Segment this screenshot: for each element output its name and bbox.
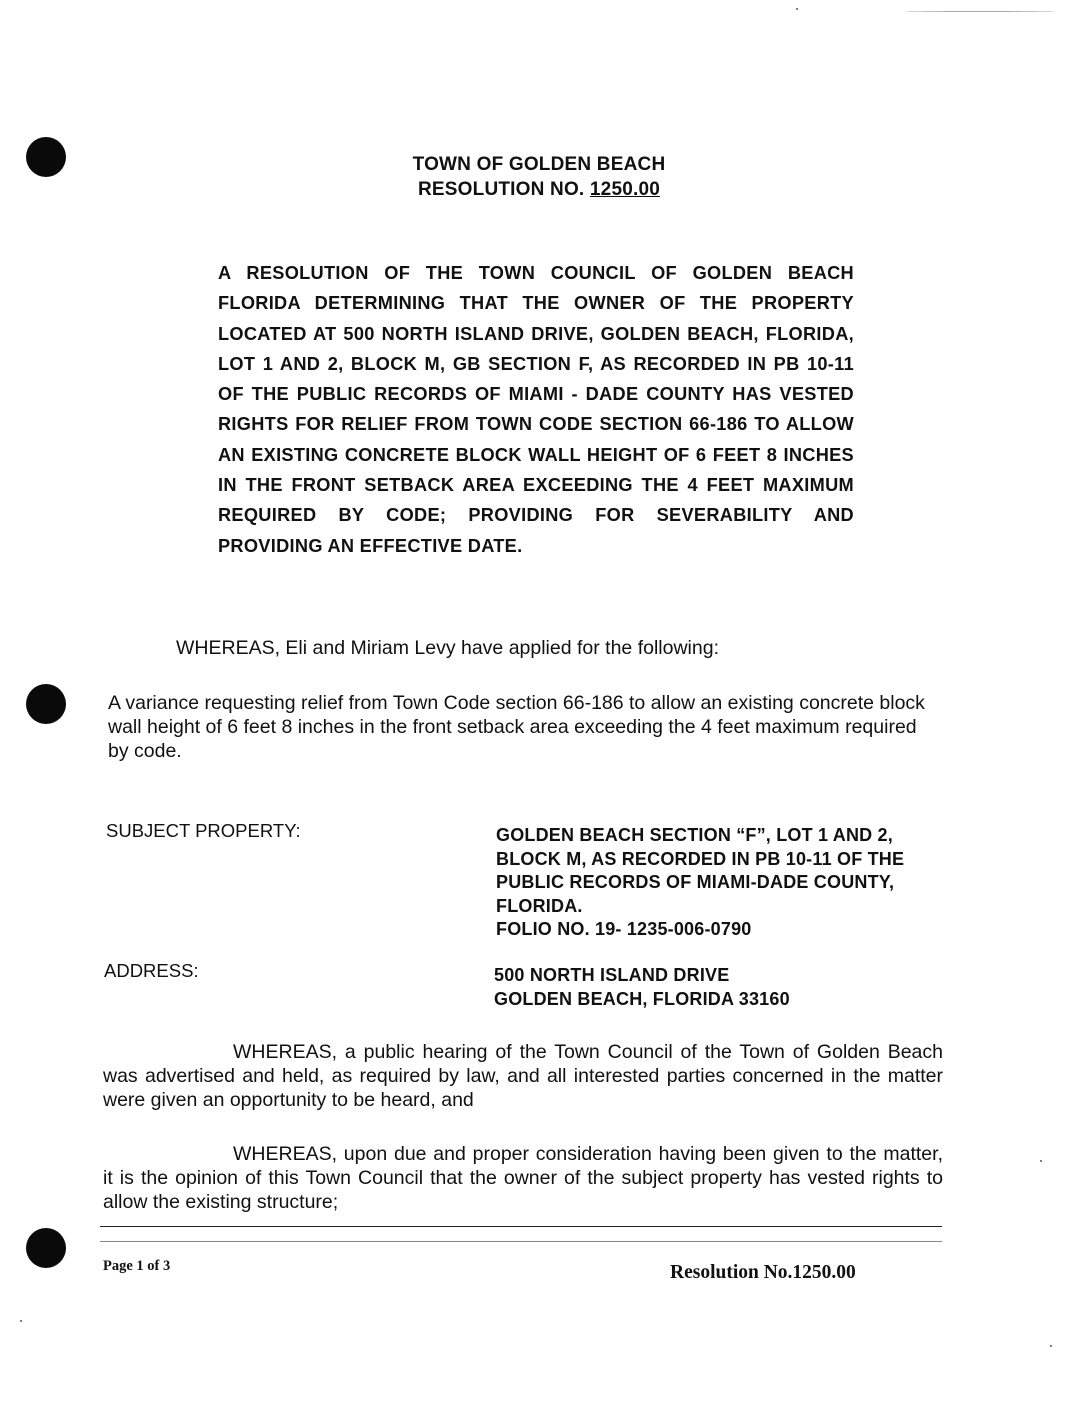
resolution-number: 1250.00 — [589, 179, 660, 200]
folio-number: FOLIO NO. 19- 1235-006-0790 — [496, 919, 752, 939]
scan-speck — [796, 8, 798, 10]
address-line-2: GOLDEN BEACH, FLORIDA 33160 — [494, 988, 790, 1009]
scan-speck — [1040, 1160, 1042, 1162]
address-line-1: 500 NORTH ISLAND DRIVE — [494, 965, 730, 985]
whereas-consideration: WHEREAS, upon due and proper consideration having been given to the matter, it is the opinion of this Town Council that the owner of the subject property has vested rights to allow the existing structure; — [103, 1143, 943, 1213]
whereas-applied: WHEREAS, Eli and Miriam Levy have applied for the following: — [176, 637, 719, 659]
scan-speck — [905, 11, 1055, 12]
footer-divider-thin — [100, 1241, 942, 1242]
resolution-title — [0, 179, 1078, 201]
address-label: ADDRESS: — [104, 960, 199, 981]
town-title — [0, 154, 1078, 176]
footer-divider — [100, 1226, 942, 1227]
punch-hole-middle — [26, 684, 66, 724]
subject-property-value — [496, 824, 948, 942]
resolution-caption: A RESOLUTION OF THE TOWN COUNCIL OF GOLDEN BEACH FLORIDA DETERMINING THAT THE OWNER OF THE PROPERTY LOCATED AT 500 NORTH ISLAND DRIVE, GOLDEN BEACH, FLORIDA, LOT 1 AND 2, BLOCK M, GB SECTION F, AS RECORDED IN PB 10-11 OF THE PUBLIC RECORDS OF MIAMI - DADE COUNTY HAS VESTED RIGHTS FOR RELIEF FROM TOWN CODE SECTION 66-186 TO ALLOW AN EXISTING CONCRETE BLOCK WALL HEIGHT OF 6 FEET 8 INCHES IN THE FRONT SETBACK AREA EXCEEDING THE 4 FEET MAXIMUM REQUIRED BY CODE; PROVIDING FOR SEVERABILITY AND PROVIDING AN EFFECTIVE DATE. — [218, 263, 854, 556]
subject-property-line: BLOCK M, AS RECORDED IN PB 10-11 OF THE — [496, 848, 905, 869]
subject-property-line: FLORIDA. — [496, 895, 583, 916]
resolution-prefix: RESOLUTION NO. — [418, 179, 585, 200]
variance-request: A variance requesting relief from Town Code section 66-186 to allow an existing concrete block wall height of 6 feet 8 inches in the front setback area exceeding the 4 feet maximum required by code. — [108, 692, 925, 762]
scan-speck — [20, 1320, 22, 1322]
punch-hole-bottom — [26, 1228, 66, 1268]
address-value — [494, 964, 946, 1011]
subject-property-label: SUBJECT PROPERTY: — [106, 820, 301, 841]
subject-property-line: GOLDEN BEACH SECTION “F”, LOT 1 AND 2, — [496, 825, 893, 845]
footer-resolution-number: Resolution No.1250.00 — [670, 1262, 856, 1283]
page-number: Page 1 of 3 — [103, 1258, 171, 1274]
town-name: TOWN OF GOLDEN BEACH — [412, 154, 666, 175]
subject-property-line: PUBLIC RECORDS OF MIAMI-DADE COUNTY, — [496, 872, 895, 892]
whereas-hearing: WHEREAS, a public hearing of the Town Council of the Town of Golden Beach was advertised and held, as required by law, and all interested parties concerned in the matter were given an opportunity to be heard, and — [103, 1041, 943, 1111]
scan-speck — [1050, 1345, 1052, 1347]
